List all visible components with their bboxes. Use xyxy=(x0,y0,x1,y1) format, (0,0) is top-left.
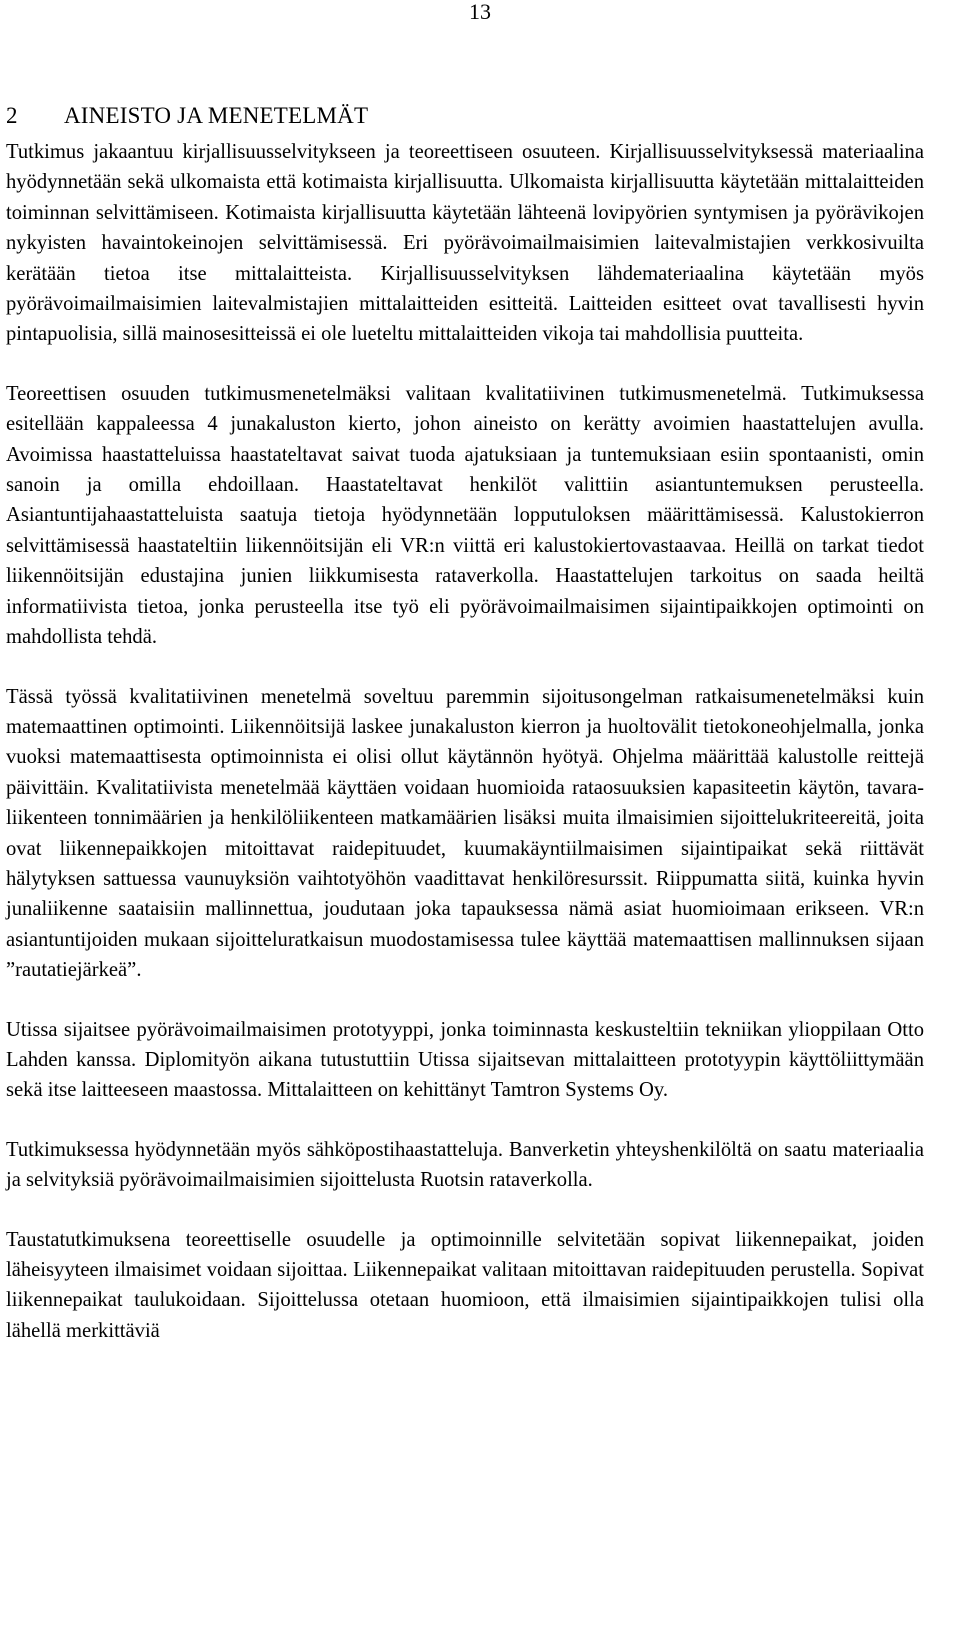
section-title: AINEISTO JA MENETELMÄT xyxy=(64,103,369,128)
section-heading xyxy=(6,102,368,130)
paragraph-theory-method: Teoreettisen osuuden tutkimusmenetelmäksi valitaan kvalitatiivinen tutkimusmenetelmä. Tutkimuksessa esitellään kappaleessa 4 junakaluston kierto, johon aineisto on kerätty avoimien haastattelujen avulla. Avoimissa haastatteluissa haastateltavat saivat tuoda ajatuksiaan ja tuntemuksiaan esiin spontaanisti, omin sanoin ja omilla ehdoillaan. Haastateltavat henkilöt valittiin asiantuntemuksen perusteella. Asiantuntijahaastatteluista saatuja tietoja hyödynnetään lopputuloksen määrittämisessä. Kalustokierron selvittämisessä haastateltiin liikennöitsijän eli VR:n viittä eri kalustokiertovastaavaa. Heillä on tarkat tiedot liikennöitsijän edustajina junien liikkumisesta rataverkolla. Haastattelujen tarkoitus on saada heiltä informatiivista tietoa, jonka perusteella itse työ eli pyörävoimailmaisimen sijaintipaikkojen optimointi on mahdollista tehdä. xyxy=(6,382,924,649)
paragraph-background-research: Taustatutkimuksena teoreettiselle osuudelle ja optimoinnille selvitetään sopivat liikennepaikat, joiden läheisyyteen ilmaisimet voidaan sijoittaa. Liikennepaikat valitaan mitoittavan raidepituuden perustella. Sopivat liikennepaikat taulukoidaan. Sijoittelussa otetaan huomioon, että ilmaisimien sijaintipaikkojen tulisi olla lähellä merkittäviä xyxy=(6,1228,924,1342)
section-number: 2 xyxy=(6,103,18,128)
body-text xyxy=(6,137,924,1346)
paragraph-qualitative-method: Tässä työssä kvalitatiivinen menetelmä soveltuu paremmin sijoitusongelman ratkaisumenetelmäksi kuin matemaattinen optimointi. Liikennöitsijä laskee junakaluston kierron ja huoltovälit tietokoneohjelmalla, jonka vuoksi matemaattisesta optimoinnista ei olisi ollut käytännön hyötyä. Ohjelma määrittää kalustolle reittejä päivittäin. Kvalitatiivista menetelmää käyttäen voidaan huomioida rataosuuksien kapasiteetin käytön, tavaraliikenteen tonnimäärien ja henkilöliikenteen matkamäärien lisäksi muita ilmaisimien sijoittelukriteereitä, joita ovat liikennepaikkojen mitoittavat raidepituudet, kuumakäyntiilmaisimen sijaintipaikat sekä riittävät hälytyksen sattuessa vaunuyksiön vaihtotyöhön vaadittavat henkilöresurssit. Riippumatta siitä, kuinka hyvin junaliikenne saataisiin mallinnettua, joudutaan joka tapauksessa nämä asiat huomioimaan erikseen. VR:n asiantuntijoiden mukaan sijoitteluratkaisun muodostamisessa tulee käyttää matemaattisen mallinnuksen sijaan ”rautatiejärkeä”. xyxy=(6,685,924,982)
paragraph-research-outline: Tutkimus jakaantuu kirjallisuusselvitykseen ja teoreettiseen osuuteen. Kirjallisuusselvityksessä materiaalina hyödynnetään sekä ulkomaista että kotimaista kirjallisuutta. Ulkomaista kirjallisuutta käytetään mittalaitteiden toiminnan selvittämiseen. Kotimaista kirjallisuutta käytetään lähteenä lovipyörien syntymisen ja pyörävikojen nykyisten havaintokeinojen selvittämisessä. Eri pyörävoimailmaisimien laitevalmistajien verkkosivuilta kerätään tietoa itse mittalaitteista. Kirjallisuusselvityksen lähdemateriaalina käytetään myös pyörävoimailmaisimien laitevalmistajien mittalaitteiden esitteitä. Laitteiden esitteet ovat tavallisesti hyvin pintapuolisia, sillä mainosesitteissä ei ole lueteltu mittalaitteiden vikoja tai mahdollisia puutteita. xyxy=(6,141,924,346)
paragraph-prototype: Utissa sijaitsee pyörävoimailmaisimen prototyyppi, jonka toiminnasta keskusteltiin tekniikan ylioppilaan Otto Lahden kanssa. Diplomityön aikana tutustuttiin Utissa sijaitsevan mittalaitteen prototyypin käyttöliittymään sekä itse laitteeseen maastossa. Mittalaitteen on kehittänyt Tamtron Systems Oy. xyxy=(6,1018,924,1102)
page-number: 13 xyxy=(469,0,491,24)
paragraph-email-interviews: Tutkimuksessa hyödynnetään myös sähköpostihaastatteluja. Banverketin yhteyshenkilöltä on saatu materiaalia ja selvityksiä pyörävoimailmaisimien sijoittelusta Ruotsin rataverkolla. xyxy=(6,1138,924,1192)
